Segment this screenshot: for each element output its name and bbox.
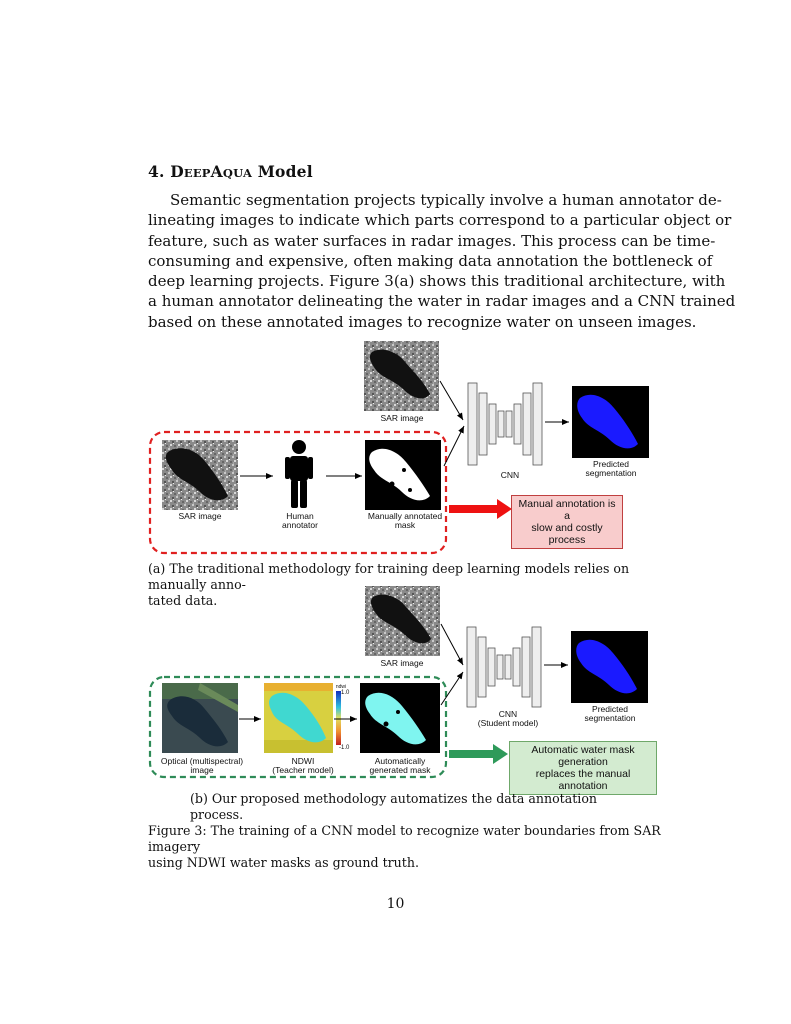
colorbar-max: 1.0 <box>341 690 350 696</box>
section-title-part: QUA <box>222 166 253 180</box>
predicted-segmentation-b <box>571 631 648 703</box>
section-title-part: EEP <box>183 166 211 180</box>
predicted-segmentation-a <box>572 386 649 458</box>
sar-left-label-a: SAR image <box>178 511 222 521</box>
caption-a <box>148 561 668 609</box>
section-title-part: A <box>210 162 223 181</box>
cnn-label-a: CNN <box>500 470 520 480</box>
pred-label-b <box>573 705 647 723</box>
note-line: replaces the manual annotation <box>535 768 631 792</box>
ndwi-colorbar <box>336 691 341 745</box>
auto-mask-label <box>357 757 443 775</box>
note-line: Manual annotation is a <box>518 498 616 522</box>
ndwi-label-line: NDWI <box>291 756 315 766</box>
pred-label-a <box>574 460 648 478</box>
red-arrow <box>449 499 512 519</box>
figure-caption <box>148 823 668 871</box>
caption-a-line: tated data. <box>148 593 218 608</box>
paragraph-line: a human annotator delineating the water in radar images and a CNN trained <box>148 292 736 311</box>
optical-image <box>162 683 238 753</box>
sar-image-left-a <box>162 440 238 510</box>
section-number: 4. <box>148 162 165 181</box>
pred-label-line: Predicted <box>592 704 628 714</box>
auto-mask-label-line: generated mask <box>369 765 431 775</box>
cnn-blocks-a <box>468 383 542 465</box>
sar-top-label-b: SAR image <box>380 658 424 668</box>
pred-label-line: segmentation <box>584 713 636 723</box>
paragraph-line: based on these annotated images to recognize water on unseen images. <box>148 312 697 331</box>
ndwi-label <box>263 757 343 775</box>
cnn-blocks-b <box>467 627 541 707</box>
pred-label-line: segmentation <box>585 468 637 478</box>
paragraph-line: deep learning projects. Figure 3(a) shows this traditional architecture, with <box>148 272 726 291</box>
sar-image-top-a <box>364 341 439 411</box>
manual-mask-image <box>365 440 441 510</box>
caption-a-line: (a) The traditional methodology for training deep learning models relies on manually anno- <box>148 561 630 592</box>
automatic-annotation-note <box>509 741 657 795</box>
section-title-part: D <box>170 162 184 181</box>
ndwi-label-line: (Teacher model) <box>272 765 334 775</box>
auto-mask-label-line: Automatically <box>374 756 426 766</box>
figure-caption-line: using NDWI water masks as ground truth. <box>148 855 419 870</box>
human-annotator-icon <box>285 440 313 508</box>
human-label-line: Human <box>286 511 314 521</box>
paragraph-line: Semantic segmentation projects typically involve a human annotator de- <box>170 191 722 209</box>
manual-annotation-note <box>511 495 623 549</box>
cnn-label-line: CNN <box>498 709 518 719</box>
sar-top-label-a: SAR image <box>380 413 424 423</box>
figure-caption-line: Figure 3: The training of a CNN model to recognize water boundaries from SAR imagery <box>148 823 661 854</box>
auto-mask-image <box>360 683 440 753</box>
cnn-label-line: (Student model) <box>477 718 539 728</box>
paragraph-line: consuming and expensive, often making data annotation the bottleneck of <box>148 251 713 270</box>
manual-mask-label <box>360 512 450 530</box>
paragraph-line: lineating images to indicate which parts correspond to a particular object or <box>148 211 732 230</box>
pred-label-line: Predicted <box>593 459 629 469</box>
ndwi-image <box>264 683 341 753</box>
optical-label-line: image <box>190 765 214 775</box>
optical-label <box>152 757 252 775</box>
caption-b: (b) Our proposed methodology automatizes the data annotation process. <box>190 791 598 822</box>
paragraph-line: feature, such as water surfaces in radar images. This process can be time- <box>148 231 716 250</box>
page-number: 10 <box>386 896 405 912</box>
optical-label-line: Optical (multispectral) <box>160 756 244 766</box>
note-line: slow and costly process <box>531 522 603 546</box>
manual-mask-label-line: mask <box>394 520 416 530</box>
human-label-line: annotator <box>282 520 318 530</box>
section-title-part: Model <box>257 162 313 181</box>
green-arrow <box>449 744 508 764</box>
colorbar-title: ndwi <box>335 684 347 690</box>
manual-mask-label-line: Manually annotated <box>367 511 443 521</box>
human-label <box>270 512 330 530</box>
note-line: Automatic water mask generation <box>531 744 635 768</box>
colorbar-min: -1.0 <box>339 745 350 751</box>
cnn-label-b <box>468 710 548 728</box>
